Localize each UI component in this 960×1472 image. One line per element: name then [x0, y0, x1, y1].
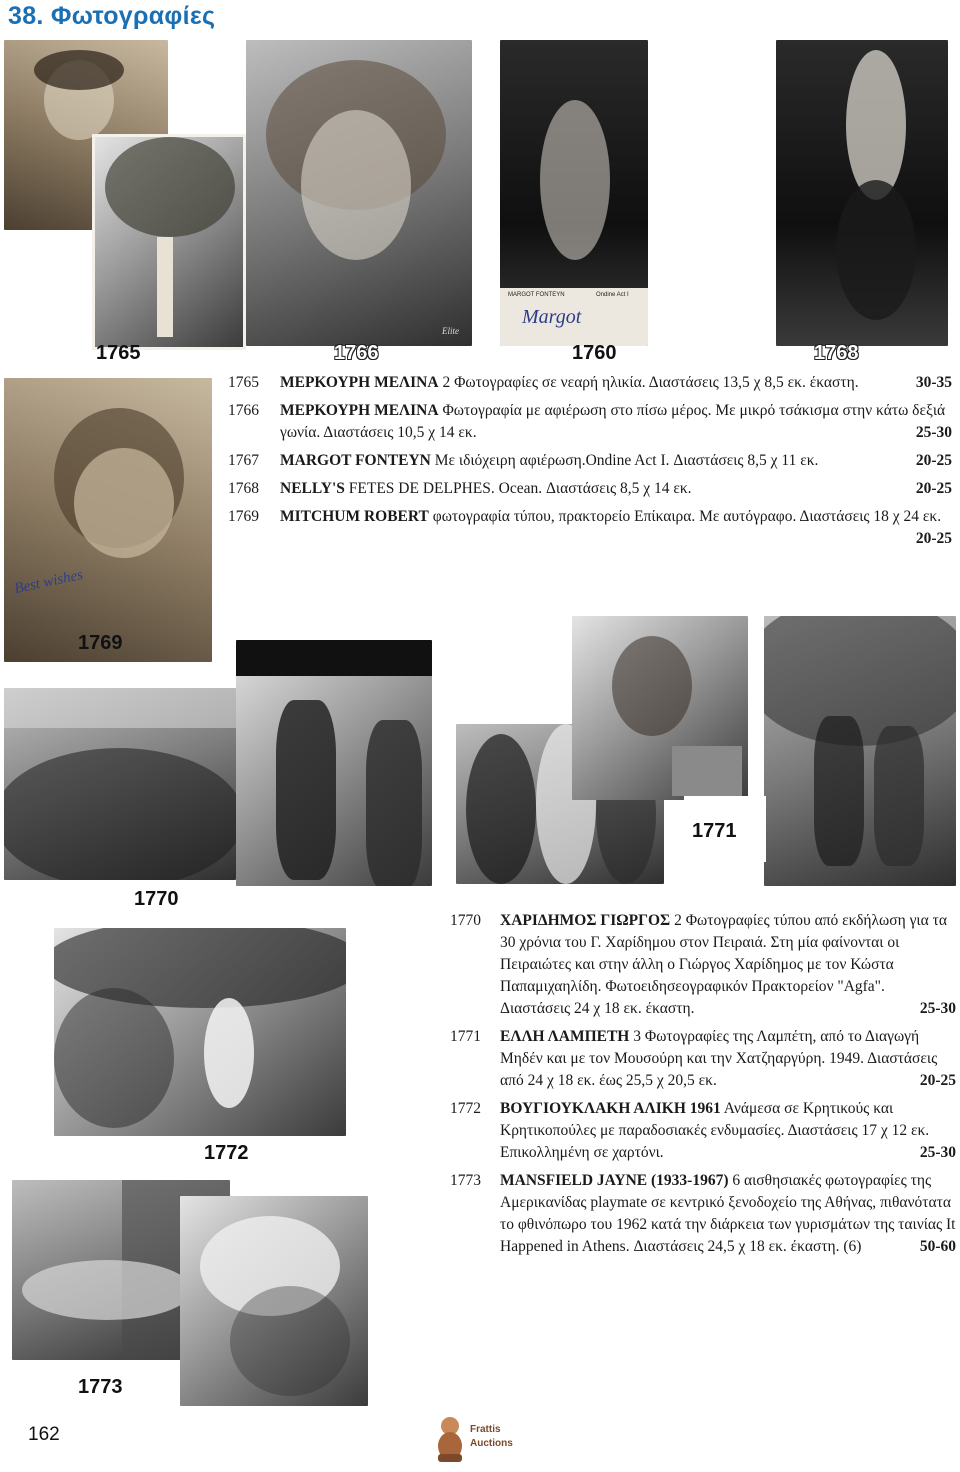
photo-1767-ballerina: [500, 40, 648, 346]
entry-title: MARGOT FONTEYN: [280, 452, 431, 469]
entry-price: 25-30: [919, 1144, 956, 1161]
entry-1771: [450, 1026, 956, 1092]
photo-1767-signature: Margot: [522, 306, 582, 328]
photo-label-1760: 1760: [572, 342, 617, 364]
entry-title: ΕΛΛΗ ΛΑΜΠΕΤΗ: [500, 1028, 630, 1045]
entry-text: 3 Φωτογραφίες της Λαμπέτη, από το Διαγωγή Μηδέν και με τον Μουσούρη και την Χατζηαργύρη. 1949. Διαστάσεις από 24 χ 18 εκ. έως 25,5 χ 20,5 εκ.: [500, 1028, 938, 1089]
section-title: 38. Φωτογραφίες: [8, 2, 216, 30]
entry-number: 1773: [450, 1172, 481, 1189]
photo-1766-portrait: [246, 40, 472, 346]
photo-label-1772: 1772: [204, 1142, 249, 1164]
page-number: 162: [28, 1424, 60, 1445]
entry-text: φωτογραφία τύπου, πρακτορείο Επίκαιρα. Με αυτόγραφο. Διαστάσεις 18 χ 24 εκ.: [428, 508, 942, 525]
entry-title: NELLY'S: [280, 480, 345, 497]
photo-1771-lampeti-portrait: [572, 616, 748, 800]
photo-1767-caption-act: Ondine Act I: [596, 292, 629, 298]
entry-1772: [450, 1098, 956, 1164]
photo-label-1773: 1773: [78, 1376, 123, 1398]
entry-price: 20-25: [915, 452, 952, 469]
entry-title: ΒΟΥΓΙΟΥΚΛΑΚΗ ΑΛΙΚΗ 1961: [500, 1100, 721, 1117]
entry-number: 1771: [450, 1028, 481, 1045]
photo-1770-stage: [236, 640, 432, 886]
entry-text: 6 αισθησιακές φωτογραφίες της Αμερικανίδας playmate σε κεντρικό ξενοδοχείο της Αθήνας, πιθανότατα το φθινόπωρο του 1962 κατά την διάρκεια των γυρισμάτων της ταινίας It Happened in Athens. Διαστάσεις 24,5 χ 18 εκ. έκαστη. (6): [500, 1172, 956, 1255]
entry-text: Ανάμεσα σε Κρητικούς και Κρητικοπούλες με παραδοσιακές ενδυμασίες. Διαστάσεις 17 χ 12 εκ. Επικολλημένη σε χαρτόνι.: [500, 1100, 930, 1161]
photo-1771-couple: [764, 616, 956, 886]
entry-title: ΧΑΡΙΔΗΜΟΣ ΓΙΩΡΓΟΣ: [500, 912, 671, 929]
entry-price: 25-30: [915, 424, 952, 441]
entry-1769: [228, 506, 952, 547]
photo-1766-stamp: Elite: [442, 326, 459, 336]
entry-1773: [450, 1170, 956, 1258]
entry-number: 1769: [228, 508, 259, 525]
entry-price: 30-35: [915, 374, 952, 391]
photo-1769-autograph: Best wishes: [12, 566, 85, 598]
photo-label-1769: 1769: [78, 632, 123, 654]
entry-1767: [228, 450, 952, 472]
entry-1768: [228, 478, 952, 500]
entries-bottom: [450, 910, 956, 1264]
photo-1770-audience: [4, 688, 236, 880]
entry-text: 2 Φωτογραφίες τύπου από εκδήλωση για τα 30 χρόνια του Γ. Χαρίδημου στον Πειραιά. Στη μία φαίνονται οι Πειραιώτες και στην άλλη ο Γιώργος Χαρίδημος με τον Κώστα Παπαμιχαηλίδη. Φωτοειδησεογραφικόν Πρακτορείον "Agfa". Διαστάσεις 24 χ 18 εκ. έκαστη.: [500, 912, 947, 1017]
entry-1765: [228, 372, 952, 394]
photo-1769-portrait: [4, 378, 212, 662]
entry-number: 1772: [450, 1100, 481, 1117]
photo-1773-telephone: [180, 1196, 368, 1406]
entry-number: 1766: [228, 402, 259, 419]
photo-1767-caption-name: MARGOT FONTEYN: [508, 292, 565, 298]
entry-price: 20-25: [915, 480, 952, 497]
entry-number: 1770: [450, 912, 481, 929]
photo-label-1768: 1768: [814, 342, 859, 364]
entry-price: 20-25: [919, 1072, 956, 1089]
logo-text-auctions: Auctions: [470, 1438, 513, 1449]
photo-1772-group: [54, 928, 346, 1136]
entry-1766: [228, 400, 952, 444]
photo-label-1771: 1771: [692, 820, 737, 842]
photo-1765-full-figure: [92, 134, 246, 350]
entry-1770: [450, 910, 956, 1020]
entry-number: 1767: [228, 452, 259, 469]
entry-price: 20-25: [915, 530, 952, 547]
entry-title: ΜΕΡΚΟΥΡΗ ΜΕΛΙΝΑ: [280, 402, 439, 419]
photo-label-1766: 1766: [334, 342, 379, 364]
entry-price: 25-30: [919, 1000, 956, 1017]
entry-number: 1765: [228, 374, 259, 391]
entry-number: 1768: [228, 480, 259, 497]
logo-mascot-icon: [430, 1414, 470, 1464]
entry-title: MANSFIELD JAYNE (1933-1967): [500, 1172, 729, 1189]
entries-top: [228, 372, 952, 550]
logo-text-frattis: Frattis: [470, 1424, 501, 1435]
entry-title: ΜΕΡΚΟΥΡΗ ΜΕΛΙΝΑ: [280, 374, 439, 391]
entry-text: 2 Φωτογραφίες σε νεαρή ηλικία. Διαστάσεις 13,5 χ 8,5 εκ. έκαστη.: [438, 374, 859, 391]
photo-1768-dancer: [776, 40, 948, 346]
entry-text: FETES DE DELPHES. Ocean. Διαστάσεις 8,5 χ 14 εκ.: [344, 480, 692, 497]
frattis-auctions-logo: [430, 1412, 530, 1468]
entry-text: Με ιδιόχειρη αφιέρωση.Ondine Act I. Διαστάσεις 8,5 χ 11 εκ.: [430, 452, 819, 469]
entry-text: Φωτογραφία με αφιέρωση στο πίσω μέρος. Με μικρό τσάκισμα στην κάτω δεξιά γωνία. Διαστάσεις 10,5 χ 14 εκ.: [280, 402, 946, 441]
photo-label-1770: 1770: [134, 888, 179, 910]
entry-title: MITCHUM ROBERT: [280, 508, 429, 525]
entry-price: 50-60: [919, 1238, 956, 1255]
photo-label-1765: 1765: [96, 342, 141, 364]
